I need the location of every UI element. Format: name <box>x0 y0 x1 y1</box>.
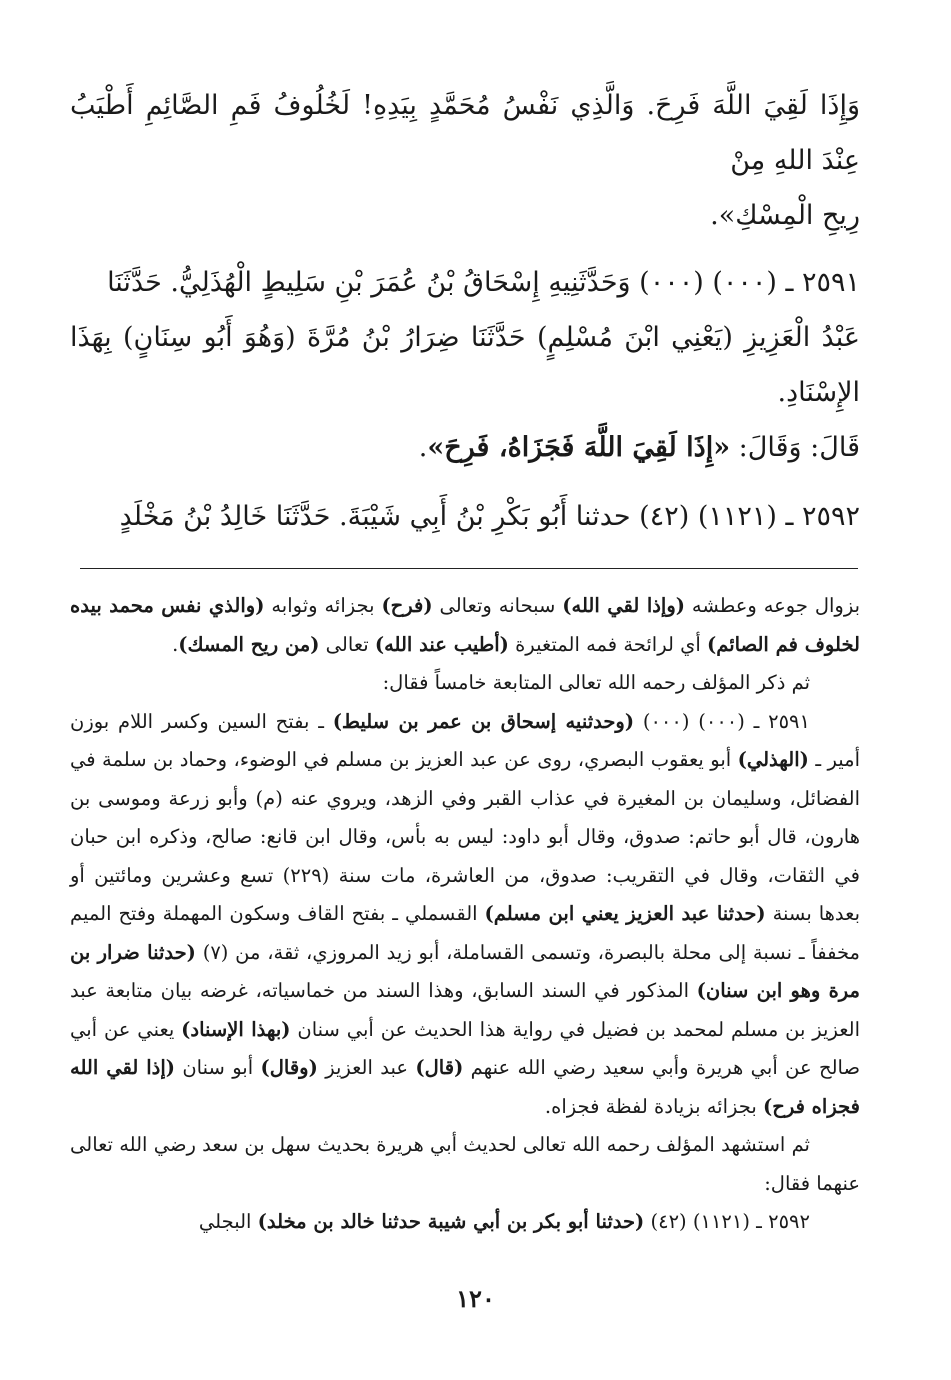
hadith-line: ٢٥٩١ ـ (٠٠٠) (٠٠٠) وَحَدَّثَنِيهِ إِسْحَاقُ بْنُ عُمَرَ بْنِ سَلِيطٍ الْهُذَلِيُّ. حَدَّثَنَا <box>107 267 860 298</box>
commentary-paragraph <box>70 587 860 664</box>
hadith-line: ٢٥٩٢ ـ (١١٢١) (٤٢) حدثنا أَبُو بَكْرِ بْنُ أَبِي شَيْبَةَ. حَدَّثَنَا خَالِدُ بْنُ مَخْلَدٍ <box>119 501 860 532</box>
commentary-text: القسملي ـ بفتح القاف وسكون المهملة وفتح الميم مخففاً ـ نسبة إلى محلة بالبصرة، وتسمى القساملة، أبو زيد المروزي، ثقة، من (٧) <box>70 902 861 964</box>
commentary-text: يعني عن أبي صالح عن أبي هريرة وأبي سعيد رضي الله عنهم <box>70 1017 861 1079</box>
bold-quote: (من ريح المسك) <box>178 632 320 656</box>
page-number: ١٢٠ <box>456 1284 495 1313</box>
commentary-text: ثم ذكر المؤلف رحمه الله تعالى المتابعة خامساً فقال: <box>382 671 810 694</box>
hadith-line: وَإِذَا لَقِيَ اللَّهَ فَرِحَ. وَالَّذِي نَفْسُ مُحَمَّدٍ بِيَدِهِ! لَخُلُوفُ فَمِ الصَّائِمِ أَطْيَبُ عِنْدَ اللهِ مِنْ <box>70 90 860 176</box>
commentary-text: أي لرائحة فمه المتغيرة <box>508 632 707 656</box>
bold-quote: (حدثنا أبو بكر بن أبي شيبة حدثنا خالد بن مخلد) <box>257 1210 645 1233</box>
footnote-separator <box>80 568 858 569</box>
commentary-text: المذكور في السند السابق، وهذا السند من خماسياته، غرضه بيان متابعة عبد العزيز بن مسلم لمحمد بن فضيل في رواية هذا الحديث عن أبي سنان <box>70 979 860 1041</box>
bold-quote: (وحدثنيه إسحاق بن عمر بن سليط) <box>332 709 635 733</box>
commentary-text: ٢٥٩١ ـ (٠٠٠) (٠٠٠) <box>634 709 811 733</box>
commentary-text: بجزائه بزيادة لفظة فجزاه. <box>544 1094 763 1118</box>
commentary-text: ـ بفتح السين وكسر اللام بوزن أمير ـ <box>70 709 860 771</box>
bold-quote: (وقال) <box>260 1056 318 1079</box>
bold-quote: (حدثنا عبد العزيز يعني ابن مسلم) <box>484 902 766 925</box>
hadith-block-1 <box>70 78 860 243</box>
bold-quote: (قال) <box>415 1056 464 1079</box>
commentary-text: عبد العزيز <box>317 1056 416 1079</box>
hadith-text: قَالَ: وَقَالَ: <box>730 432 860 463</box>
commentary-text: سبحانه وتعالى <box>432 594 563 617</box>
commentary <box>70 587 860 1242</box>
commentary-text: بزوال جوعه وعطشه <box>685 594 861 617</box>
commentary-text: بجزائه وثوابه <box>264 594 382 617</box>
hadith-line: عَبْدُ الْعَزِيزِ (يَعْنِي ابْنَ مُسْلِمٍ) حَدَّثَنَا ضِرَارُ بْنُ مُرَّةَ (وَهُوَ أَبُو سِنَانٍ) بِهَذَا الإِسْنَادِ. <box>70 322 860 408</box>
hadith-block-2591 <box>70 255 860 475</box>
bold-quote: (حدثنا ضرار بن مرة وهو ابن سنان) <box>70 940 860 1002</box>
commentary-text: تعالى <box>319 632 375 656</box>
bold-quote: (بهذا الإسناد) <box>181 1017 291 1041</box>
hadith-line <box>70 420 860 475</box>
commentary-text: . <box>172 632 179 656</box>
commentary-paragraph <box>70 703 860 1127</box>
hadith-block-2592 <box>70 489 860 544</box>
bold-quote: (فرح) <box>381 594 433 617</box>
commentary-paragraph <box>70 664 860 703</box>
hadith-line: رِيحِ الْمِسْكِ». <box>710 200 860 231</box>
commentary-text: أبو يعقوب البصري، روى عن عبد العزيز بن مسلم في الوضوء، وحماد بن سلمة في الفضائل، وسليمان بن المغيرة في عذاب القبر وفي الزهد، ويروي عنه (م) وأبو زرعة وموسى بن هارون، قال أبو حاتم: صدوق، وقال أبو داود: ليس به بأس، وقال ابن قانع: صالح، وذكره ابن حبان في الثقات، وقال في التقريب: صدوق، من العاشرة، مات سنة (٢٢٩) تسع وعشرين ومائتين أو بعدها بسنة <box>70 748 861 925</box>
commentary-text: أبو سنان <box>175 1056 261 1079</box>
commentary-text: ثم استشهد المؤلف رحمه الله تعالى لحديث أبي هريرة بحديث سهل بن سعد رضي الله تعالى عنهما فقال: <box>70 1133 860 1195</box>
bold-quote: (والذي نفس محمد بيده لخلوف فم الصائم) <box>70 594 860 656</box>
hadith-text: . <box>418 432 428 463</box>
bold-quote: (أطيب عند الله) <box>374 632 509 656</box>
commentary-text: البجلي <box>198 1210 258 1233</box>
hadith-quote: «إِذَا لَقِيَ اللَّهَ فَجَزَاهُ، فَرِحَ» <box>427 432 731 463</box>
bold-quote: (إذا لقي الله فجزاه فرح) <box>70 1056 860 1118</box>
commentary-text: ٢٥٩٢ ـ (١١٢١) (٤٢) <box>644 1210 810 1233</box>
bold-quote: (وإذا لقي الله) <box>562 594 685 617</box>
bold-quote: (الهذلي) <box>737 748 809 771</box>
page-body <box>70 78 860 1242</box>
commentary-paragraph <box>70 1126 860 1203</box>
commentary-paragraph <box>70 1203 860 1242</box>
